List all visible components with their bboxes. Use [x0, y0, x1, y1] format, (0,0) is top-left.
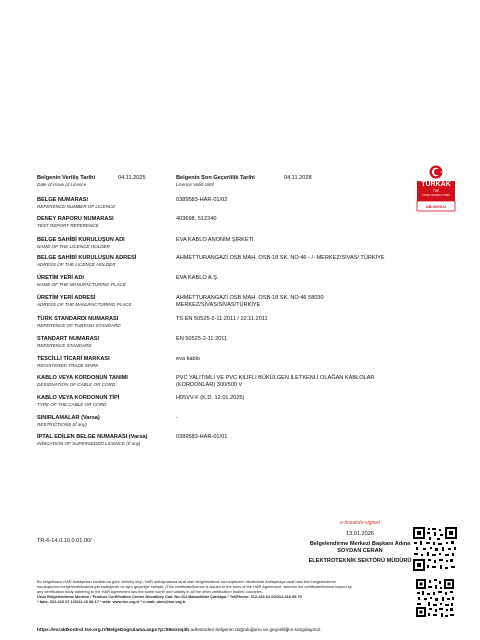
field-label: TESCİLLİ TİCARİ MARKASI — [37, 356, 110, 362]
field-label-en: TYPE OF THE CABLE OR CORD — [37, 402, 107, 407]
valid-date-label-en: Licence Valid Until — [176, 182, 214, 187]
field-label-en: REFERENCE STANDARD — [37, 343, 92, 348]
footer-line-5: * faks: 312-416 67 12/312-16 68 17 * web: www.tse.org.tr * e-mail: ubm@tse.org.tr — [37, 599, 186, 604]
verification-link[interactable]: https://evraktkontrol.tse.org.tr/BelgeDogrulama.aspx?p=59wxnq3b — [37, 628, 190, 633]
signatory-name: SOYDAN CERAN — [337, 548, 383, 554]
valid-date-label: Belgenin Son Geçerlilik Tarihi — [176, 175, 255, 181]
signature-title: Belgelendirme Merkezi Başkanı Adına — [309, 541, 411, 547]
field-value-line2: MERKEZ/SİVAS/SİVAS/TÜRKİYE — [176, 302, 261, 308]
field-label: KABLO VEYA KORDONUN TANIMI — [37, 375, 128, 381]
field-label-en: TEST REPORT REFERENCE — [37, 223, 99, 228]
field-label: İPTAL EDİLEN BELGE NUMARASI (Varsa) — [37, 434, 148, 440]
field-label: STANDART NUMARASI — [37, 336, 100, 342]
field-label: BELGE NUMARASI — [37, 197, 88, 203]
field-label: SINIRLAMALAR (Varsa) — [37, 415, 100, 421]
turkak-logo-sub2: TS EN ISO/IEC 17065 — [422, 193, 450, 197]
turkak-logo-text: TÜRKAK — [421, 180, 451, 188]
verification-text: adresinden belgenin doğruluğunu ve geçerliliğini sorgulayınız. — [189, 628, 322, 633]
field-label-en: INDICATION OF SUPERSEDED LICENCE (If any) — [37, 441, 141, 446]
field-label: ÜRETİM YERİ ADRESİ — [37, 295, 96, 301]
field-label: BELGE SAHİBİ KURULUŞUN ADRESİ — [37, 255, 137, 261]
field-label-en: ADRESS OF THE MANUFACTURING PLACE — [37, 302, 132, 307]
footer-line-2: kuruluşlarının belgelendirilisanlarıyla eşdeğerdir ve aynı geçerliğe sahiptir. /This certificate/licence is issued to the rules of the HAR Agreement, wherein the certificate/licence issued by — [37, 584, 352, 589]
valid-date-value: 04.11.2028 — [284, 175, 312, 181]
turkak-logo — [415, 164, 457, 212]
field-value: 0389583-HAR-01/02 — [176, 197, 228, 203]
field-value: AHMETTURANGAZİ OSB MAH. OSB-18 SK. NO:46 - /- MERKEZ/SİVAS/ TÜRKİYE — [176, 255, 385, 261]
field-value: 403698, 512240 — [176, 216, 217, 222]
field-label: BELGE SAHİBİ KURULUŞUN ADI — [37, 237, 125, 243]
field-value: - — [176, 415, 178, 421]
field-label-en: ADRESS OF THE LICENCE HOLDER — [37, 262, 116, 267]
field-value: TS EN 50525-2-11:2011 / 22.11.2011 — [176, 316, 268, 322]
field-value: PVC YALITIMLI VE PVC KILIFLI BÜKÜLGEN İLETKENLİ OLAĞAN KABLOLAR — [176, 375, 375, 381]
field-value-line2: (KORDONLAR) 300/500 V — [176, 382, 243, 388]
field-label-en: REFERENCE OF TURKISH STANDARD — [37, 323, 121, 328]
signatory-department: ELEKTROTEKNİK SEKTÖRÜ MÜDÜRÜ — [308, 558, 412, 564]
issue-date-label: Belgenin Veriliş Tarihi — [37, 175, 96, 181]
field-label: ÜRETİM YERİ ADI — [37, 275, 84, 281]
issue-date-label-en: Date of Issue of Licence — [37, 182, 87, 187]
field-value: EVA KABLO ANONİM ŞİRKETİ — [176, 237, 254, 243]
field-value: 0389583-HAR-01/01 — [176, 434, 228, 440]
field-label: TÜRK STANDARDI NUMARASI — [37, 316, 119, 322]
footer-line-1: Bu belgelisans HAR Antlaşması kurallarına göre verilmiş olup, HAR antlaşmasına taraf olan belgelendirme kuruluşlarının ülkelerinde Antlaşmaya taraf olan tüm belgelendirme — [37, 579, 336, 584]
footer-line-4: Ürün Belgelendirme Merkezi / Product Certification Center Necatibey Cad. No:112 Bakanlıklar Çankaya * Tel/Phone: 312-416 62 00/312-416 65 70 — [37, 594, 302, 599]
field-value: EN 50525-2-11:2011 — [176, 336, 228, 342]
field-value: EVA KABLO A.Ş. — [176, 275, 219, 281]
footer-line-3: any certification body adhering to the HAR Agreement has the same worth and validity in all the other certification bodies' countries. — [37, 589, 263, 594]
field-value: AHMETTURANGAZİ OSB MAH. OSB-18 SK. NO:46 58030 — [176, 295, 324, 301]
issue-date-value: 04.11.2025 — [118, 175, 146, 181]
field-label-en: DESIGNATION OF CABLE OR CORD — [37, 382, 116, 387]
field-value: eva kablo — [176, 356, 200, 362]
signature-date: 13.01.2026 — [346, 531, 374, 537]
field-label-en: NAME OF THE LICENCE HOLDER — [37, 244, 110, 249]
field-label-en: REGISTERED TRADE MARK — [37, 363, 99, 368]
form-code: TR-6-14.0.10.0.01.00/ : — [37, 538, 95, 544]
turkak-logo-sub1: TSE — [432, 189, 440, 193]
field-label-en: NAME OF THE MANUFACTURING PLACE — [37, 282, 126, 287]
qr-code-footer — [415, 578, 455, 618]
qr-code-top — [412, 526, 458, 572]
verification-note — [37, 628, 322, 634]
field-label-en: RESTRICTIONS (If any) — [37, 422, 87, 427]
turkak-logo-code: AB-0009-U — [425, 203, 447, 209]
field-label: KABLO VEYA KORDONUN TİPİ — [37, 395, 120, 401]
field-value: H05VV-F (K.D. 12.01.2025) — [176, 395, 245, 401]
field-label-en: REFERENCE NUMBER OF LICENCE — [37, 204, 116, 209]
field-label: DENEY RAPORU NUMARASI — [37, 216, 114, 222]
e-signed-note: e-imzalıdır-signed — [340, 520, 380, 526]
